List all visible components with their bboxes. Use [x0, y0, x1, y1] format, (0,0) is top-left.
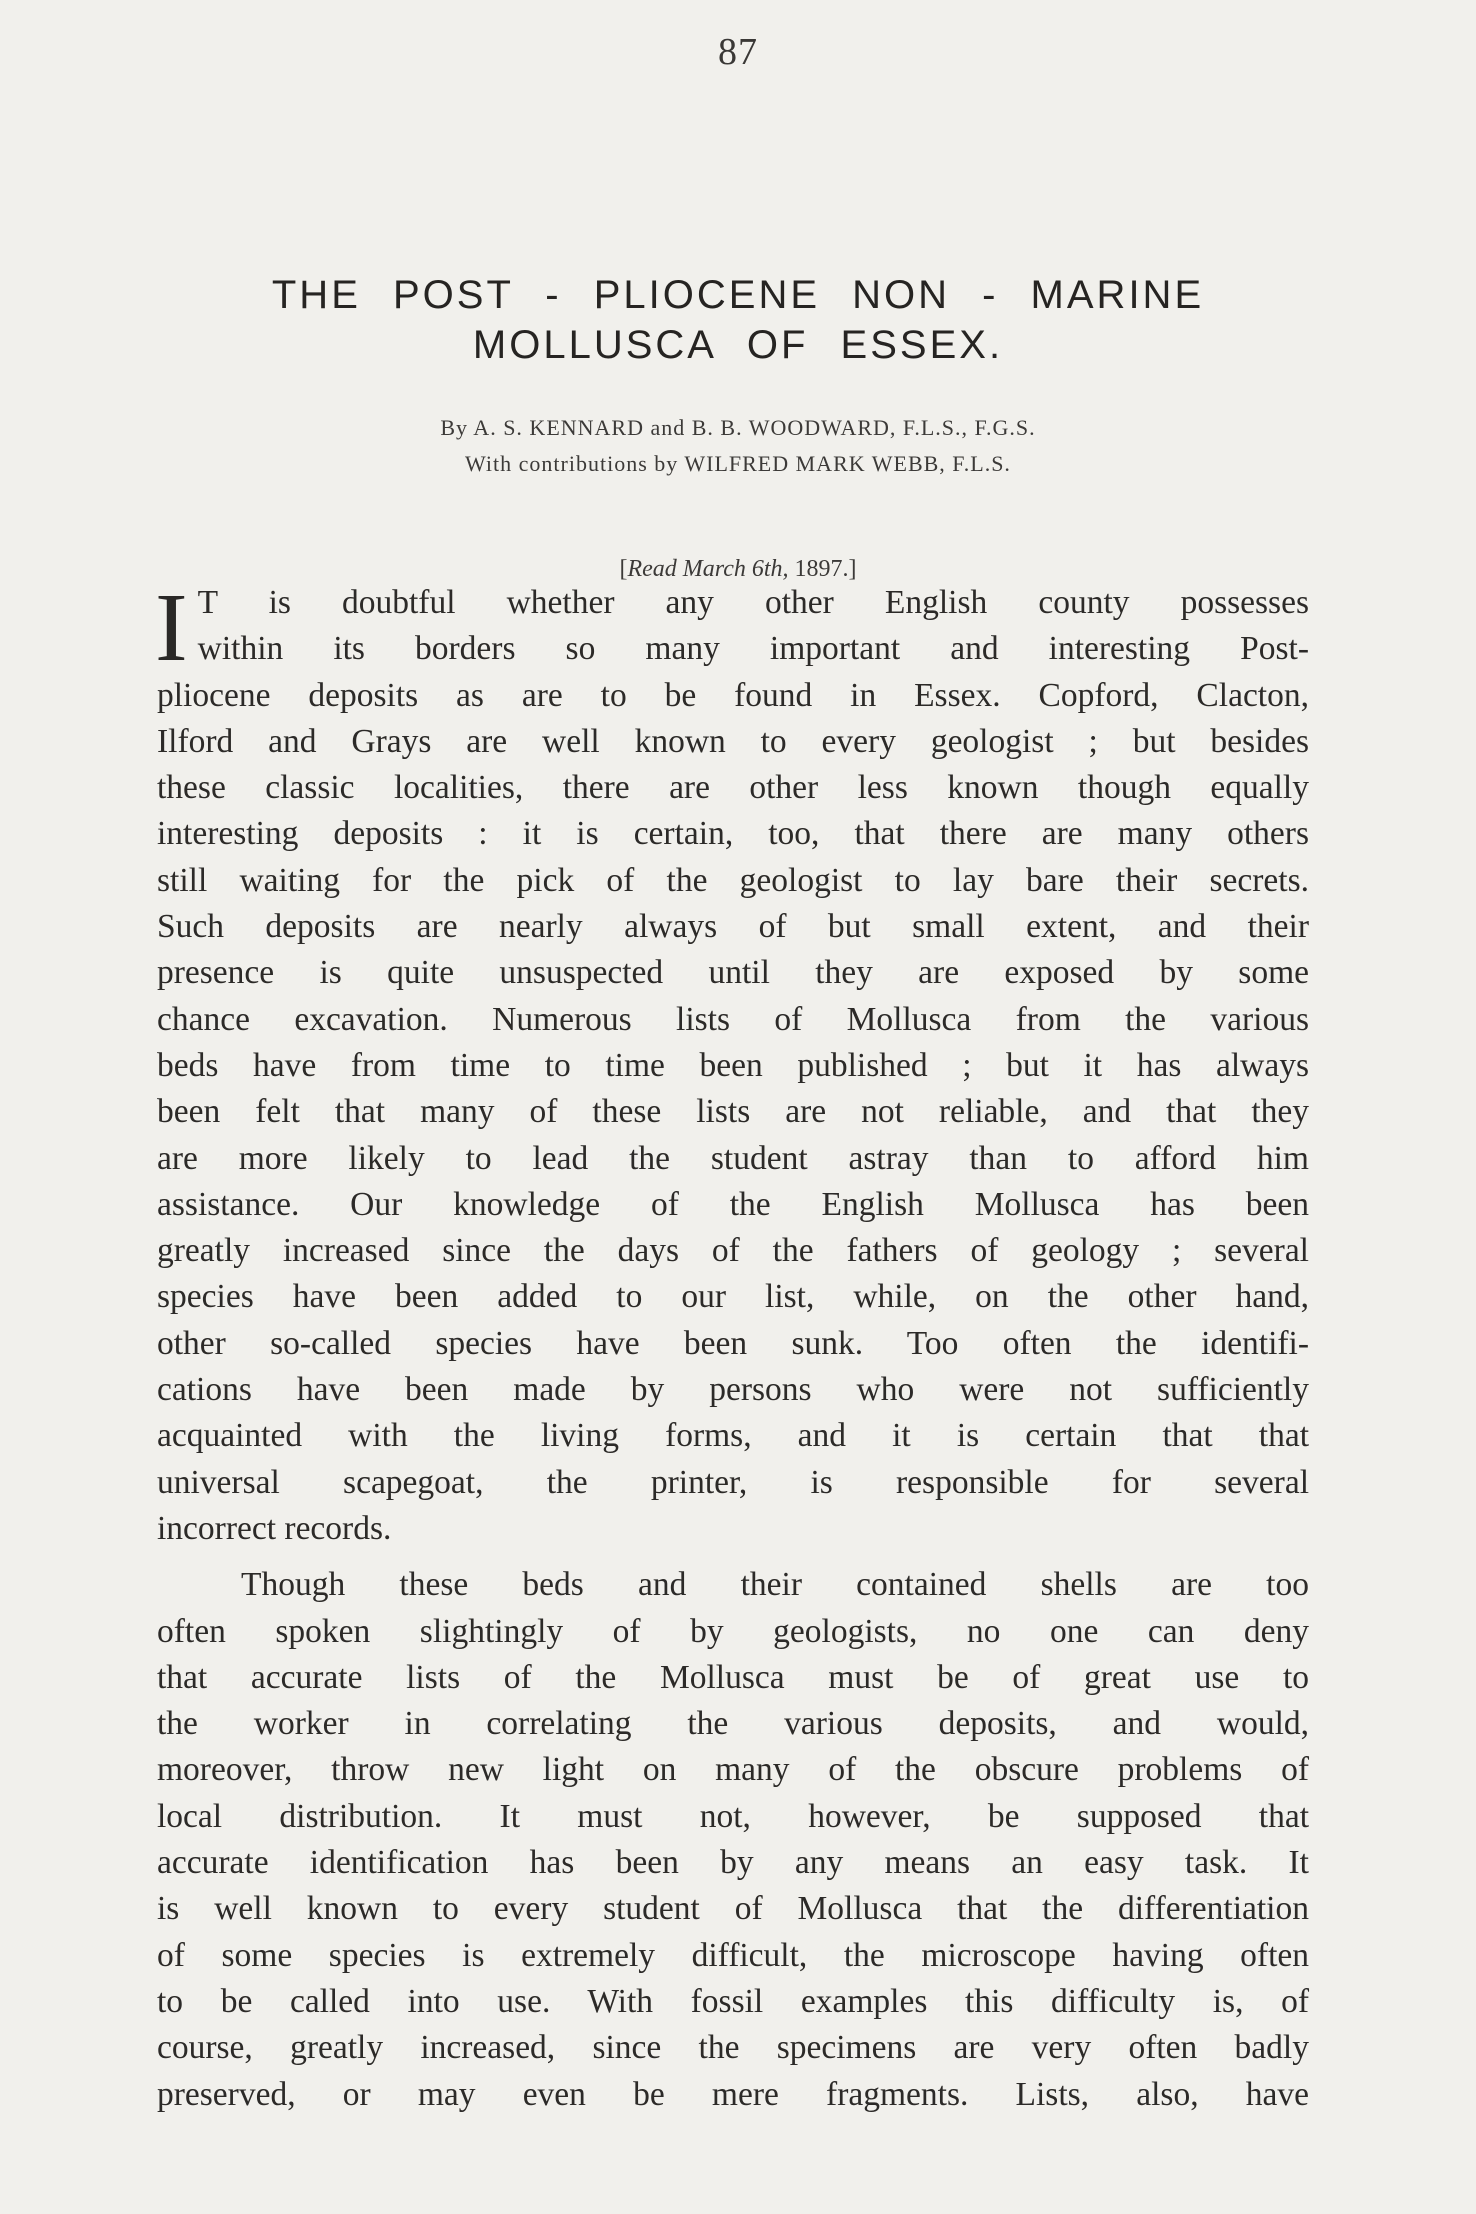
paragraph-1-line: still waiting for the pick of the geologist to lay bare their secrets. [157, 861, 1309, 899]
read-date-close: 1897.] [788, 556, 857, 582]
paragraph-2-line: is well known to every student of Mollusca that the differentiation [157, 1890, 1309, 1928]
paragraph-1-line: other so-called species have been sunk. Too often the identifi- [157, 1324, 1309, 1362]
paragraph-1-line: chance excavation. Numerous lists of Mollusca from the various [157, 1000, 1309, 1038]
article-body [155, 574, 1309, 2118]
title-line-1: THE POST - PLIOCENE NON - MARINE [271, 273, 1205, 317]
paragraph-1-line: incorrect records. [157, 1509, 392, 1547]
paragraph-1-line: greatly increased since the days of the fathers of geology ; several [157, 1232, 1309, 1270]
paragraph-1-line: T is doubtful whether any other English county possesses [197, 584, 1309, 621]
read-date [0, 556, 1476, 583]
paragraph-1-line: assistance. Our knowledge of the English Mollusca has been [157, 1185, 1309, 1223]
paragraph-2-line: to be called into use. With fossil examples this difficulty is, of [157, 1982, 1309, 2020]
paragraph-1-line: cations have been made by persons who were not sufficiently [157, 1371, 1309, 1409]
paragraph-1-line: presence is quite unsuspected until they are exposed by some [157, 954, 1309, 992]
read-date-italic: Read March 6th, [627, 556, 789, 582]
page-number: 87 [718, 31, 758, 73]
paragraph-1-line: been felt that many of these lists are not reliable, and that they [157, 1093, 1309, 1131]
paragraph-2-line: the worker in correlating the various deposits, and would, [157, 1705, 1309, 1743]
paragraph-1-line: interesting deposits : it is certain, too, that there are many others [157, 815, 1309, 853]
drop-cap: I [155, 574, 188, 682]
authors-line: By A. S. KENNARD and B. B. WOODWARD, F.L.S., F.G.S. [440, 415, 1036, 440]
paragraph-2-line: that accurate lists of the Mollusca must be of great use to [157, 1658, 1309, 1696]
paragraph-1-line: pliocene deposits as are to be found in Essex. Copford, Clacton, [157, 676, 1309, 714]
paragraph-2-line: of some species is extremely difficult, the microscope having often [157, 1936, 1309, 1974]
read-date-open: [ [619, 556, 628, 582]
paragraph-1 [155, 574, 1309, 1552]
paragraph-1-line: Ilford and Grays are well known to every geologist ; but besides [157, 722, 1309, 760]
paragraph-2-line: often spoken slightingly of by geologists, no one can deny [157, 1612, 1309, 1650]
paragraph-2-line: moreover, throw new light on many of the obscure problems of [157, 1751, 1309, 1789]
paragraph-2-line: local distribution. It must not, however, be supposed that [157, 1797, 1309, 1835]
paragraph-1-line: within its borders so many important and interesting Post- [197, 630, 1309, 668]
paragraph-2 [157, 1562, 1309, 2118]
paragraph-1-line: these classic localities, there are other less known though equally [157, 769, 1309, 807]
paragraph-1-line: beds have from time to time been published ; but it has always [157, 1046, 1309, 1084]
title-line-2: MOLLUSCA OF ESSEX. [472, 323, 1004, 367]
paragraph-2-line: course, greatly increased, since the specimens are very often badly [157, 2029, 1309, 2067]
paragraph-2-line: preserved, or may even be mere fragments. Lists, also, have [157, 2075, 1309, 2113]
paragraph-1-line: are more likely to lead the student astray than to afford him [157, 1139, 1309, 1177]
byline [0, 410, 1476, 482]
paragraph-1-line: species have been added to our list, while, on the other hand, [157, 1278, 1309, 1316]
paragraph-2-line: Though these beds and their contained shells are too [241, 1566, 1309, 1604]
article-title [0, 270, 1476, 370]
paragraph-2-line: accurate identification has been by any means an easy task. It [157, 1844, 1309, 1882]
paragraph-1-line: Such deposits are nearly always of but small extent, and their [157, 908, 1309, 946]
paragraph-1-line: acquainted with the living forms, and it is certain that that [157, 1417, 1309, 1455]
contributors-line: With contributions by WILFRED MARK WEBB, F.L.S. [465, 451, 1011, 476]
paragraph-1-line: universal scapegoat, the printer, is responsible for several [157, 1463, 1309, 1501]
